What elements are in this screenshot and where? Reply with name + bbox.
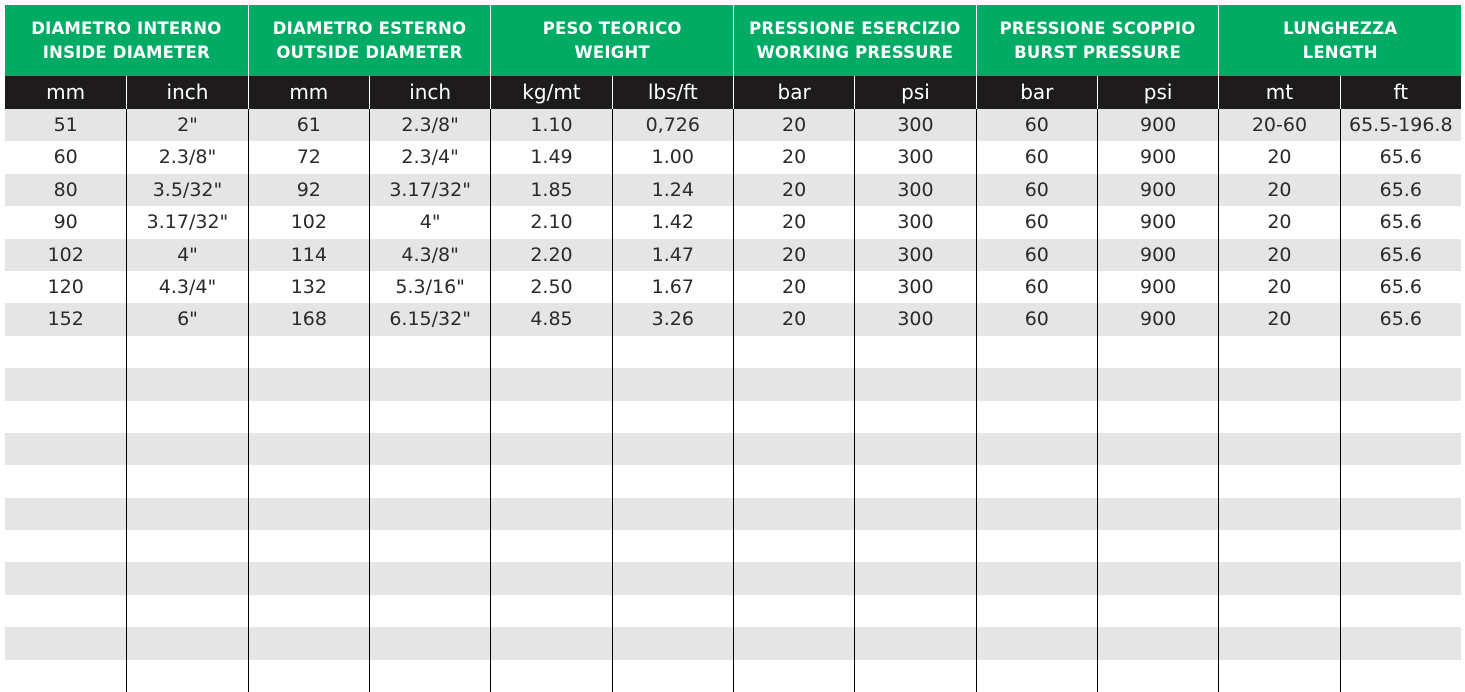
table-cell [976,401,1097,433]
table-cell: 20 [1218,239,1339,271]
table-cell [248,660,369,692]
table-cell [1340,465,1461,497]
table-cell: 300 [854,239,975,271]
table-cell [612,336,733,368]
table-cell [490,433,611,465]
table-row [5,562,1461,594]
table-cell [1218,498,1339,530]
table-cell [5,498,126,530]
table-cell [369,368,490,400]
table-cell: 1.24 [612,174,733,206]
table-cell [1218,401,1339,433]
table-cell [854,595,975,627]
table-cell [126,465,247,497]
table-cell: 2.3/4" [369,141,490,173]
table-cell [126,660,247,692]
table-cell [1340,660,1461,692]
table-cell: 92 [248,174,369,206]
table-body [5,109,1461,692]
table-cell: 300 [854,109,975,141]
table-cell: 60 [976,239,1097,271]
table-cell [1097,433,1218,465]
unit-header-cell: kg/mt [490,76,611,109]
table-cell: 51 [53,114,78,136]
table-cell: 2.20 [490,239,611,271]
table-cell: 3.26 [612,303,733,335]
table-cell [126,336,247,368]
table-cell: 900 [1097,174,1218,206]
table-cell: 20 [1218,141,1339,173]
group-header-line2: OUTSIDE DIAMETER [276,42,463,62]
group-header-working-pressure [733,5,976,76]
table-cell [1340,401,1461,433]
table-cell [1340,530,1461,562]
table-cell [1218,562,1339,594]
table-cell: 4.3/4" [126,271,247,303]
table-cell: 900 [1097,239,1218,271]
table-cell: 80 [53,178,78,201]
table-cell [1097,401,1218,433]
table-cell [612,465,733,497]
table-cell [1097,498,1218,530]
table-cell: 1.10 [490,109,611,141]
table-cell [1097,660,1218,692]
table-cell: 20 [733,109,854,141]
table-cell: 300 [854,206,975,238]
table-cell: 65.6 [1340,174,1461,206]
table-cell [1340,562,1461,594]
table-cell [490,368,611,400]
table-cell [5,530,126,562]
table-cell [490,498,611,530]
table-cell [369,465,490,497]
group-header-line2: LENGTH [1302,42,1378,62]
table-cell [976,336,1097,368]
table-cell [612,401,733,433]
table-cell: 20 [1218,206,1339,238]
table-cell [612,562,733,594]
table-cell [733,530,854,562]
table-cell [490,562,611,594]
table-cell: 61 [248,109,369,141]
table-cell [5,562,126,594]
table-row [5,595,1461,627]
table-cell: 102 [47,243,84,266]
table-cell [369,595,490,627]
table-cell [1340,627,1461,659]
table-cell [5,336,126,368]
table-cell [369,530,490,562]
table-row [5,206,1461,238]
group-header-line1: PRESSIONE ESERCIZIO [749,18,961,38]
table-row [5,303,1461,335]
table-row [5,660,1461,692]
table-cell [854,401,975,433]
unit-header-cell: bar [976,76,1097,109]
group-header-outside-diameter [248,5,491,76]
table-cell [854,498,975,530]
table-cell [612,595,733,627]
table-cell: 1.47 [612,239,733,271]
table-cell [126,627,247,659]
spec-table [5,5,1461,692]
table-cell [733,660,854,692]
table-cell: 65.5-196.8 [1340,109,1461,141]
table-cell [612,498,733,530]
group-header-row [5,5,1461,76]
table-row [5,530,1461,562]
table-cell [490,530,611,562]
table-cell: 4.85 [490,303,611,335]
group-header-line1: LUNGHEZZA [1283,18,1398,38]
table-cell [854,627,975,659]
table-cell: 132 [248,271,369,303]
table-cell: 65.6 [1340,206,1461,238]
table-cell [1097,530,1218,562]
table-cell [126,401,247,433]
table-cell [854,336,975,368]
table-cell [1097,368,1218,400]
unit-header-cell: mm [46,80,86,104]
table-cell [1340,433,1461,465]
group-header-line1: PESO TEORICO [542,18,682,38]
table-cell [1097,627,1218,659]
table-cell [248,627,369,659]
table-cell [1340,595,1461,627]
table-cell: 120 [47,275,84,298]
table-cell [1218,433,1339,465]
table-cell [1218,368,1339,400]
table-cell [1218,465,1339,497]
table-cell [733,627,854,659]
table-cell: 900 [1097,271,1218,303]
table-cell: 20 [733,303,854,335]
group-header-line2: WEIGHT [574,42,650,62]
table-cell [1097,595,1218,627]
table-cell: 60 [976,206,1097,238]
table-cell [248,562,369,594]
table-row [5,498,1461,530]
table-cell [1218,595,1339,627]
table-cell [854,433,975,465]
table-cell [976,660,1097,692]
table-cell: 4.3/8" [369,239,490,271]
table-cell [733,401,854,433]
table-row [5,368,1461,400]
table-cell [126,368,247,400]
table-cell [490,595,611,627]
table-cell [1340,368,1461,400]
table-cell [248,401,369,433]
table-cell [733,595,854,627]
table-row [5,109,1461,141]
table-cell: 20 [733,174,854,206]
table-cell [612,530,733,562]
table-cell: 168 [248,303,369,335]
table-cell [733,465,854,497]
table-cell: 20 [733,206,854,238]
table-cell: 900 [1097,303,1218,335]
table-cell [1340,498,1461,530]
table-cell [733,562,854,594]
table-cell [976,433,1097,465]
table-cell: 300 [854,271,975,303]
table-row [5,141,1461,173]
table-cell: 5.3/16" [369,271,490,303]
unit-header-cell: bar [733,76,854,109]
table-cell [5,368,126,400]
table-cell [854,660,975,692]
table-cell: 65.6 [1340,303,1461,335]
table-cell [976,465,1097,497]
table-cell [733,498,854,530]
table-cell [248,465,369,497]
table-cell [976,498,1097,530]
table-cell: 2.3/8" [126,141,247,173]
table-cell: 300 [854,141,975,173]
table-cell [1097,336,1218,368]
unit-header-cell: inch [369,76,490,109]
table-cell [976,368,1097,400]
table-row [5,401,1461,433]
table-cell: 20 [1218,174,1339,206]
table-cell: 20 [733,141,854,173]
table-cell: 3.5/32" [126,174,247,206]
table-cell [248,595,369,627]
table-cell [490,465,611,497]
table-cell [1218,660,1339,692]
table-cell: 65.6 [1340,271,1461,303]
table-cell: 60 [976,174,1097,206]
table-cell [733,433,854,465]
table-cell [369,562,490,594]
table-cell [248,336,369,368]
table-cell [490,401,611,433]
table-cell [1218,336,1339,368]
table-cell [5,660,126,692]
table-cell [5,465,126,497]
table-cell [612,433,733,465]
table-cell: 20 [1218,303,1339,335]
table-cell [612,368,733,400]
table-cell: 900 [1097,206,1218,238]
unit-header-cell: inch [126,76,247,109]
table-cell: 300 [854,303,975,335]
table-cell: 65.6 [1340,141,1461,173]
table-row [5,465,1461,497]
unit-header-cell: mm [248,76,369,109]
table-cell: 2.10 [490,206,611,238]
table-cell [976,562,1097,594]
table-cell: 2" [126,109,247,141]
table-cell: 4" [126,239,247,271]
group-header-line2: BURST PRESSURE [1014,42,1181,62]
unit-header-cell: psi [854,76,975,109]
table-cell: 60 [976,303,1097,335]
group-header-line1: DIAMETRO ESTERNO [272,18,467,38]
table-cell: 1.67 [612,271,733,303]
table-cell: 6.15/32" [369,303,490,335]
table-cell [5,433,126,465]
table-cell [1218,530,1339,562]
group-header-weight [490,5,733,76]
unit-header-cell: mt [1218,76,1339,109]
table-cell: 0,726 [612,109,733,141]
table-cell [248,530,369,562]
group-header-line2: INSIDE DIAMETER [42,42,210,62]
table-cell: 4" [369,206,490,238]
table-cell: 90 [53,211,78,234]
table-cell: 20 [733,271,854,303]
table-cell: 60 [976,109,1097,141]
unit-header-cell: psi [1097,76,1218,109]
table-cell [976,530,1097,562]
group-header-line1: DIAMETRO INTERNO [31,18,222,38]
table-cell [612,660,733,692]
table-row [5,627,1461,659]
table-cell [126,498,247,530]
table-cell [733,336,854,368]
group-header-burst-pressure [976,5,1219,76]
table-cell: 60 [976,141,1097,173]
table-cell [369,401,490,433]
table-cell [369,627,490,659]
table-cell: 20 [1218,271,1339,303]
table-cell [5,627,126,659]
table-cell [369,498,490,530]
table-cell [854,465,975,497]
table-row [5,271,1461,303]
table-row [5,433,1461,465]
table-cell: 60 [53,146,78,169]
table-cell [854,530,975,562]
group-header-inside-diameter [5,5,248,76]
table-cell [126,562,247,594]
table-cell [248,433,369,465]
table-cell: 900 [1097,109,1218,141]
table-cell [248,368,369,400]
table-cell: 65.6 [1340,239,1461,271]
table-cell: 6" [126,303,247,335]
table-cell [369,433,490,465]
table-row [5,239,1461,271]
unit-header-cell: ft [1340,76,1461,109]
table-cell: 1.85 [490,174,611,206]
table-cell [490,336,611,368]
unit-header-row [5,76,1461,109]
group-header-line1: PRESSIONE SCOPPIO [999,18,1196,38]
table-cell [733,368,854,400]
group-header-length [1218,5,1461,76]
table-cell: 20 [733,239,854,271]
table-cell [126,595,247,627]
table-cell [126,433,247,465]
table-cell: 300 [854,174,975,206]
table-cell [126,530,247,562]
table-cell [248,498,369,530]
table-cell: 102 [248,206,369,238]
table-row [5,174,1461,206]
table-cell [369,660,490,692]
table-cell [1097,562,1218,594]
table-cell: 60 [976,271,1097,303]
table-cell: 3.17/32" [369,174,490,206]
table-cell: 2.3/8" [369,109,490,141]
table-cell: 152 [47,308,84,331]
table-cell [490,627,611,659]
group-header-line2: WORKING PRESSURE [756,42,954,62]
table-cell [1218,627,1339,659]
table-cell [976,627,1097,659]
table-cell: 1.00 [612,141,733,173]
table-cell: 1.42 [612,206,733,238]
table-cell [5,595,126,627]
table-cell [490,660,611,692]
table-cell [854,368,975,400]
table-row [5,336,1461,368]
table-cell [1097,465,1218,497]
table-cell: 20-60 [1218,109,1339,141]
table-cell [5,401,126,433]
table-cell: 3.17/32" [126,206,247,238]
table-cell [369,336,490,368]
table-cell: 72 [248,141,369,173]
table-cell [612,627,733,659]
table-cell: 2.50 [490,271,611,303]
table-cell: 900 [1097,141,1218,173]
unit-header-cell: lbs/ft [612,76,733,109]
table-cell [1340,336,1461,368]
table-cell [976,595,1097,627]
table-cell: 114 [248,239,369,271]
table-cell [854,562,975,594]
table-cell: 1.49 [490,141,611,173]
